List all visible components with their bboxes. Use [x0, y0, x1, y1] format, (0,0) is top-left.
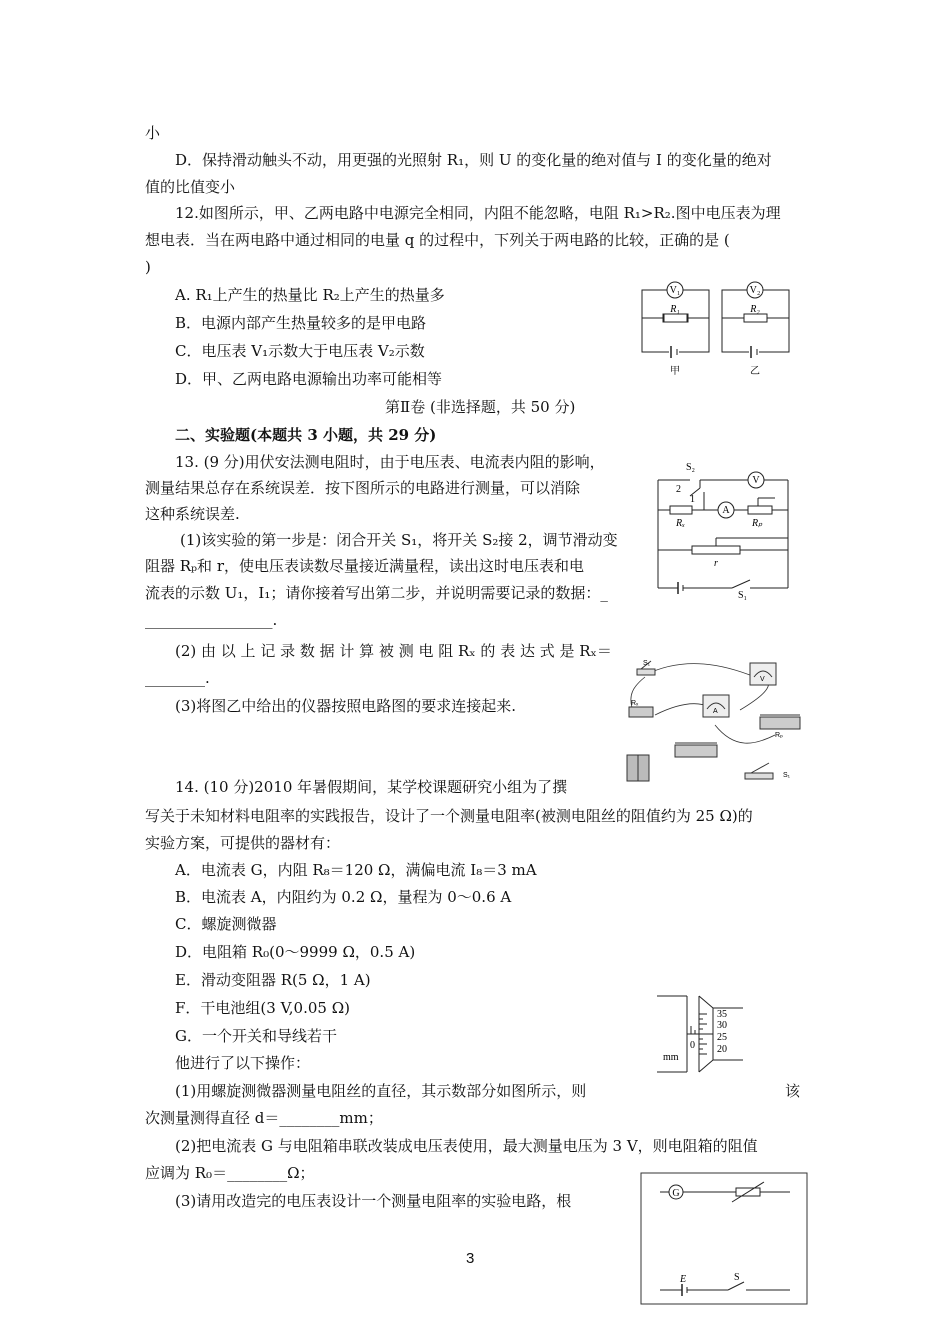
- option-b: B．电流表 A，内阻约为 0.2 Ω，量程为 0～0.6 A: [175, 888, 512, 906]
- micrometer-figure: [655, 992, 745, 1078]
- tick-20: 20: [717, 1044, 727, 1055]
- text-line: 值的比值变小: [145, 178, 236, 196]
- text-line: 他进行了以下操作：: [175, 1054, 311, 1072]
- jia-label: 甲: [670, 366, 680, 377]
- sleeve-zero: 0: [690, 1040, 695, 1051]
- text-line: 想电表．当在两电路中通过相同的电量 q 的过程中，下列关于两电路的比较，正确的是 (: [145, 231, 730, 249]
- q12-circuit-figure: [640, 278, 800, 378]
- text-line: (1)该实验的第一步是：闭合开关 S₁，将开关 S₂接 2，调节滑动变: [180, 531, 618, 549]
- question-14: 14. (10 分)2010 年暑假期间，某学校课题研究小组为了撰: [175, 778, 568, 796]
- answer-blank: _________________.: [145, 611, 278, 629]
- text-line: (3)请用改造完的电压表设计一个测量电阻率的实验电路，根: [175, 1192, 572, 1210]
- text-line: 次测量测得直径 d＝________mm；: [145, 1109, 383, 1127]
- s-label: S: [734, 1272, 740, 1283]
- r-label: r: [714, 558, 718, 569]
- tick-25: 25: [717, 1032, 727, 1043]
- text-line: (1)用螺旋测微器测量电阻丝的直径，其示数部分如图所示，则: [175, 1082, 587, 1100]
- voltmeter-label: V: [760, 676, 765, 683]
- text-line: 阻器 Rₚ和 r，使电压表读数尽量接近满量程，读出这时电压表和电: [145, 557, 585, 575]
- contact-2-label: 2: [676, 484, 681, 495]
- option-d: D．保持滑动触头不动，用更强的光照射 R₁，则 U 的变化量的绝对值与 I 的变化量的绝对: [175, 151, 772, 169]
- section-heading: 二、实验题(本题共 3 小题，共 29 分): [175, 426, 437, 444]
- tick-35: 35: [717, 1009, 727, 1020]
- q13-apparatus-figure: [615, 655, 815, 785]
- section-title: 第Ⅱ卷 (非选择题，共 50 分): [385, 398, 576, 416]
- option-d: D．电阻箱 R₀(0～9999 Ω，0.5 A): [175, 943, 416, 961]
- s1-bottom-label: S₁: [783, 772, 791, 779]
- option-a: A. R₁上产生的热量比 R₂上产生的热量多: [175, 286, 445, 304]
- text-line: 写关于未知材料电阻率的实践报告，设计了一个测量电阻率(被测电阻丝的阻值约为 25 Ω)的: [145, 807, 753, 825]
- rx-label: Rₓ: [676, 518, 685, 529]
- option-e: E．滑动变阻器 R(5 Ω，1 A): [175, 971, 371, 989]
- r2-label: R₂: [750, 304, 760, 315]
- option-a: A．电流表 G，内阻 R₈＝120 Ω，满偏电流 I₈＝3 mA: [175, 861, 537, 879]
- page-number: 3: [466, 1250, 475, 1267]
- text-line: (2)把电流表 G 与电阻箱串联改装成电压表使用，最大测量电压为 3 V，则电阻箱的阻值: [175, 1137, 758, 1155]
- voltmeter-label: V: [752, 475, 760, 486]
- q14-circuit-figure: [640, 1172, 810, 1307]
- option-f: F．干电池组(3 V,0.05 Ω): [175, 999, 351, 1017]
- text-line: 这种系统误差.: [145, 505, 240, 523]
- question-13: 13. (9 分)用伏安法测电阻时，由于电压表、电流表内阻的影响，: [175, 453, 605, 471]
- option-c: C．电压表 V₁示数大于电压表 V₂示数: [175, 342, 425, 360]
- ammeter-label: A: [722, 505, 730, 516]
- answer-blank: ________.: [145, 669, 210, 687]
- q13-circuit-figure: [650, 458, 795, 600]
- option-g: G．一个开关和导线若干: [175, 1027, 337, 1045]
- contact-1-label: 1: [690, 494, 695, 505]
- unit-label: mm: [663, 1052, 679, 1063]
- ammeter-label: A: [713, 708, 718, 715]
- option-c: C．螺旋测微器: [175, 915, 277, 933]
- yi-label: 乙: [750, 366, 760, 377]
- text-line: (2) 由 以 上 记 录 数 据 计 算 被 测 电 阻 Rₓ 的 表 达 式 是 Rₓ＝: [175, 642, 612, 660]
- text-line: 流表的示数 U₁，I₁；请你接着写出第二步，并说明需要记录的数据：_: [145, 584, 608, 602]
- rx-label: Rₓ: [631, 700, 639, 707]
- v2-label: V₂: [749, 285, 761, 296]
- text-line: ): [145, 258, 151, 276]
- text-line: (3)将图乙中给出的仪器按照电路图的要求连接起来.: [175, 697, 517, 715]
- v1-label: V₁: [669, 285, 681, 296]
- text-line: 小: [145, 124, 161, 142]
- text-line: 测量结果总存在系统误差．按下图所示的电路进行测量，可以消除: [145, 479, 581, 497]
- r1-label: R₁: [670, 304, 680, 315]
- s1-top-label: S₁: [643, 660, 651, 667]
- s2-label: S₂: [686, 462, 696, 473]
- rp-label: Rₚ: [775, 732, 784, 739]
- tick-30: 30: [717, 1020, 727, 1031]
- text-line: 该: [785, 1082, 801, 1100]
- option-d: D．甲、乙两电路电源输出功率可能相等: [175, 370, 443, 388]
- s1-label: S₁: [738, 590, 748, 600]
- question-12: 12.如图所示，甲、乙两电路中电源完全相同，内阻不能忽略，电阻 R₁>R₂.图中电压表为理: [175, 204, 781, 222]
- galvanometer-label: G: [672, 1188, 680, 1199]
- e-label: E: [680, 1274, 687, 1285]
- text-line: 实验方案，可提供的器材有：: [145, 834, 341, 852]
- text-line: 应调为 R₀＝________Ω；: [145, 1164, 315, 1182]
- rp-label: Rₚ: [752, 518, 763, 529]
- option-b: B．电源内部产生热量较多的是甲电路: [175, 314, 427, 332]
